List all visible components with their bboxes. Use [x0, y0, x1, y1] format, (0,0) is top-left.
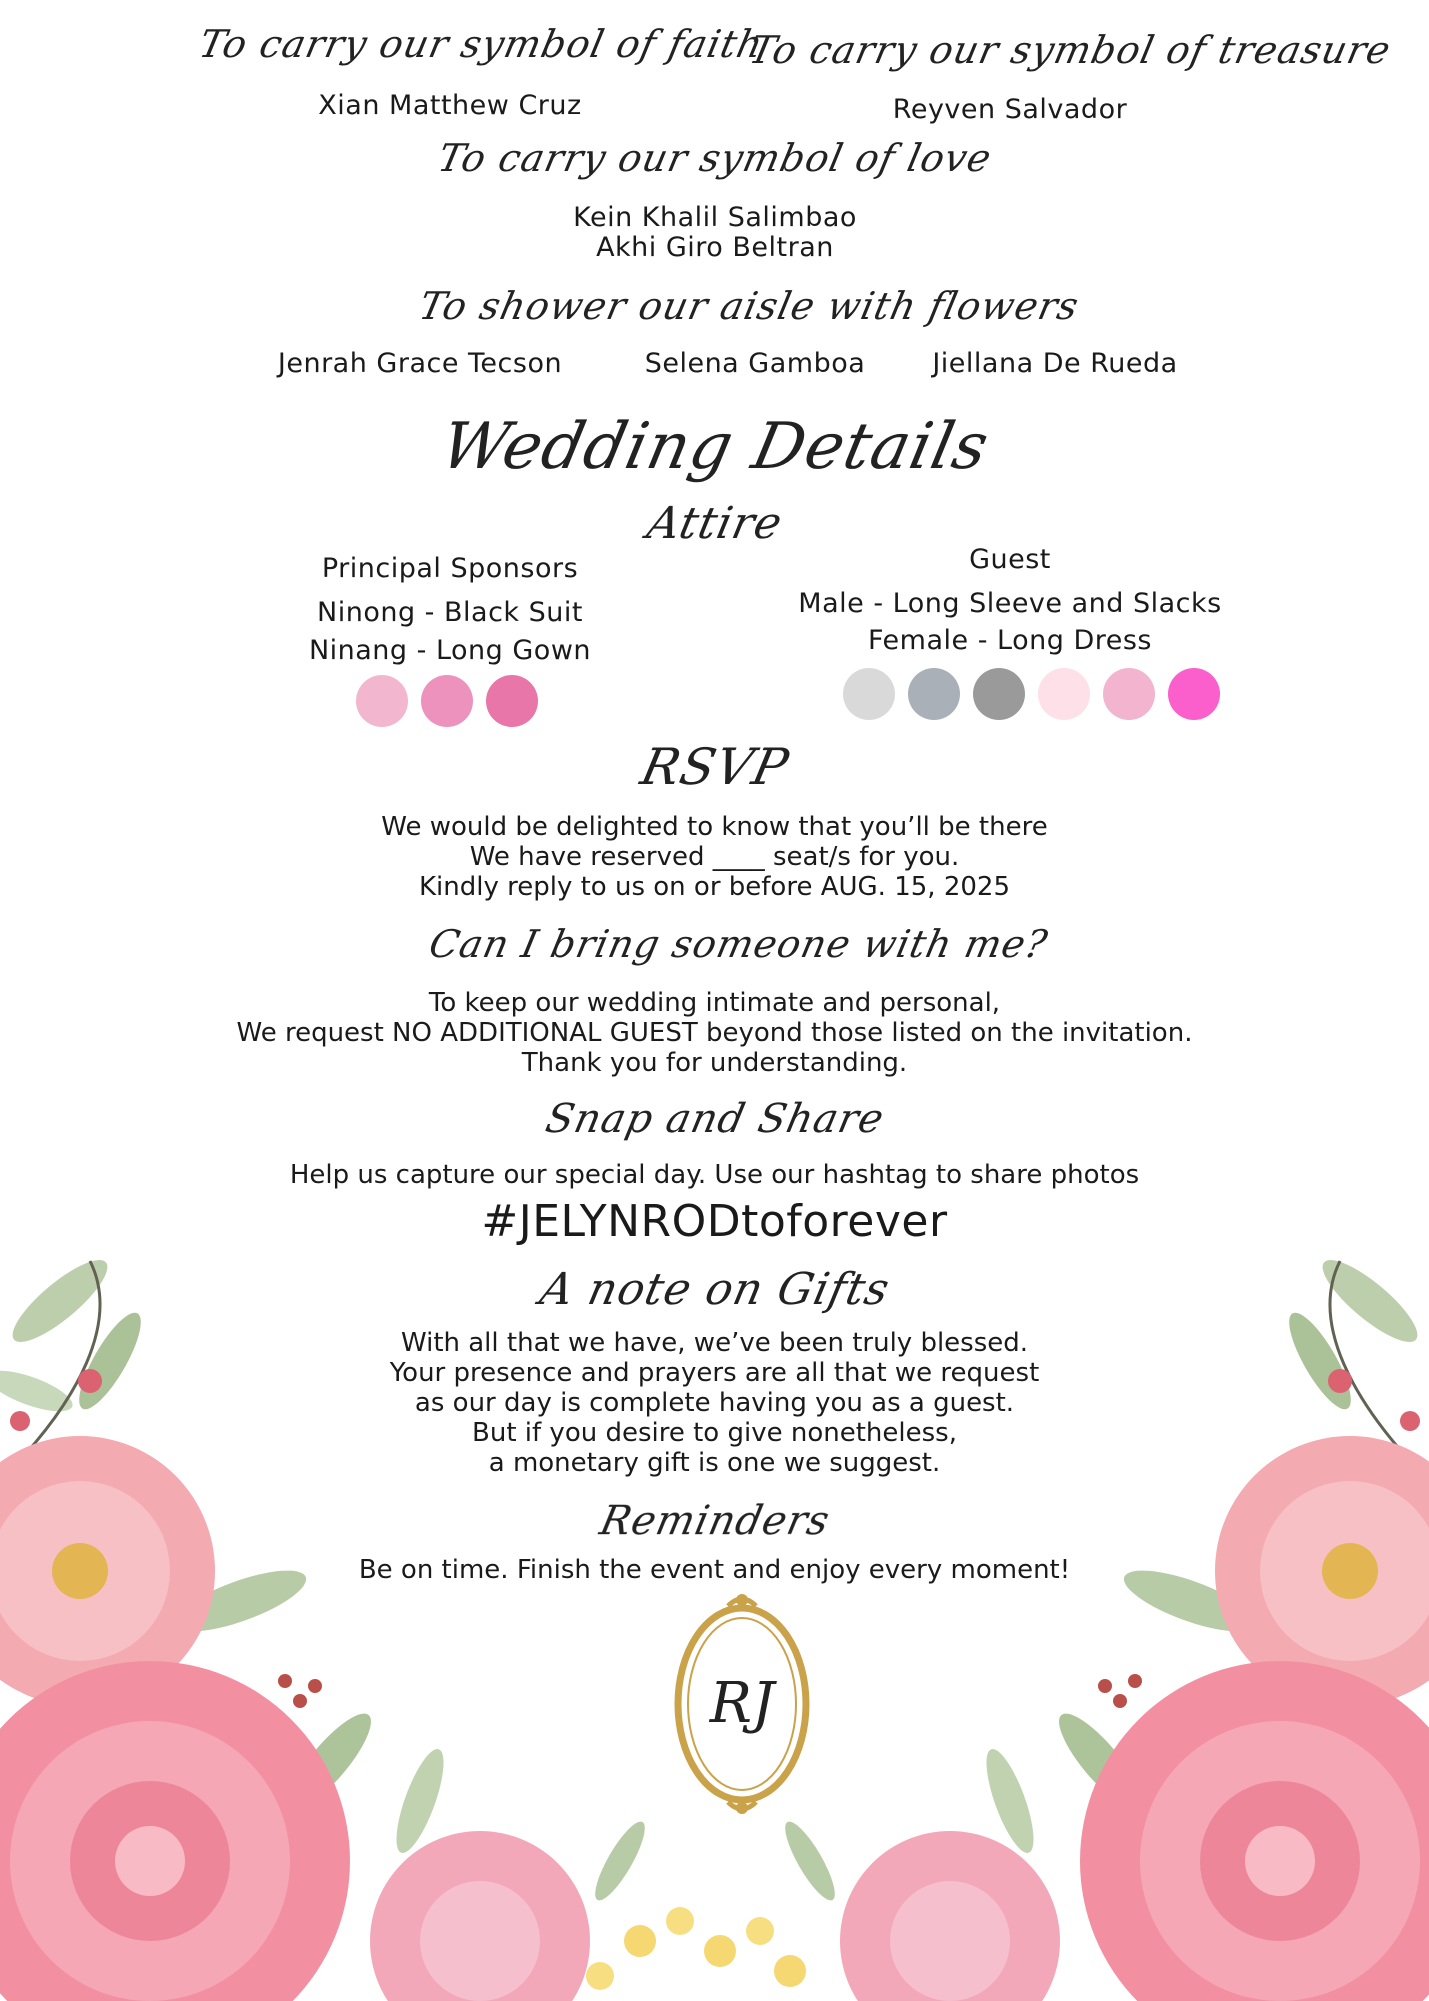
color-swatch [1038, 668, 1090, 720]
guest-heading: Guest [969, 544, 1051, 575]
gifts-line-3: as our day is complete having you as a guest. [414, 1388, 1015, 1418]
monogram-emblem [668, 1592, 816, 1816]
sponsors-ninang-attire: Ninang - Long Gown [308, 635, 592, 666]
guest-female-attire: Female - Long Dress [868, 625, 1152, 656]
rsvp-line-2: We have reserved ____ seat/s for you. [469, 842, 960, 872]
monogram-letters: RJ [709, 1671, 775, 1736]
gifts-line-1: With all that we have, we’ve been truly blessed. [400, 1328, 1029, 1358]
treasure-name: Reyven Salvador [892, 94, 1128, 125]
rsvp-deadline: Kindly reply to us on or before AUG. 15, 2025 [418, 872, 1010, 902]
snap-share-line: Help us capture our special day. Use our hashtag to share photos [289, 1160, 1140, 1190]
love-name-2: Akhi Giro Beltran [596, 232, 834, 263]
plus-one-title: Can I bring someone with me? [425, 922, 1052, 966]
flowers-name-1: Jenrah Grace Tecson [277, 348, 563, 379]
reminders-title: Reminders [596, 1498, 834, 1544]
flowers-name-3: Jiellana De Rueda [932, 348, 1178, 379]
snap-share-title: Snap and Share [541, 1096, 889, 1142]
color-swatch [486, 675, 538, 727]
gifts-title: A note on Gifts [535, 1264, 895, 1315]
faith-title: To carry our symbol of faith [195, 22, 768, 66]
color-swatch [1168, 668, 1220, 720]
wedding-hashtag: #JELYNRODtoforever [481, 1196, 948, 1247]
flowers-name-2: Selena Gamboa [644, 348, 866, 379]
love-title: To carry our symbol of love [434, 136, 996, 180]
color-swatch [843, 668, 895, 720]
wedding-details-title: Wedding Details [434, 410, 996, 484]
sponsors-ninong-attire: Ninong - Black Suit [317, 597, 583, 628]
plus-one-line-3: Thank you for understanding. [521, 1048, 908, 1078]
gifts-line-5: a monetary gift is one we suggest. [488, 1448, 941, 1478]
treasure-title: To carry our symbol of treasure [745, 28, 1396, 72]
color-swatch [1103, 668, 1155, 720]
rsvp-title: RSVP [636, 738, 794, 796]
gifts-line-4: But if you desire to give nonetheless, [472, 1418, 957, 1448]
rsvp-line-1: We would be delighted to know that you’ll be there [381, 812, 1048, 842]
guest-color-palette [843, 668, 1220, 720]
reminders-line: Be on time. Finish the event and enjoy every moment! [358, 1555, 1071, 1585]
faith-name: Xian Matthew Cruz [318, 90, 582, 121]
flowers-title: To shower our aisle with flowers [415, 284, 1084, 328]
color-swatch [421, 675, 473, 727]
sponsors-color-palette [356, 675, 538, 727]
gifts-line-2: Your presence and prayers are all that we request [389, 1358, 1040, 1388]
guest-male-attire: Male - Long Sleeve and Slacks [798, 588, 1222, 619]
love-name-1: Kein Khalil Salimbao [573, 202, 857, 233]
color-swatch [908, 668, 960, 720]
attire-title: Attire [642, 498, 788, 549]
plus-one-line-2: We request NO ADDITIONAL GUEST beyond those listed on the invitation. [236, 1018, 1193, 1048]
sponsors-heading: Principal Sponsors [321, 553, 579, 584]
plus-one-line-1: To keep our wedding intimate and personal, [428, 988, 1001, 1018]
color-swatch [973, 668, 1025, 720]
color-swatch [356, 675, 408, 727]
